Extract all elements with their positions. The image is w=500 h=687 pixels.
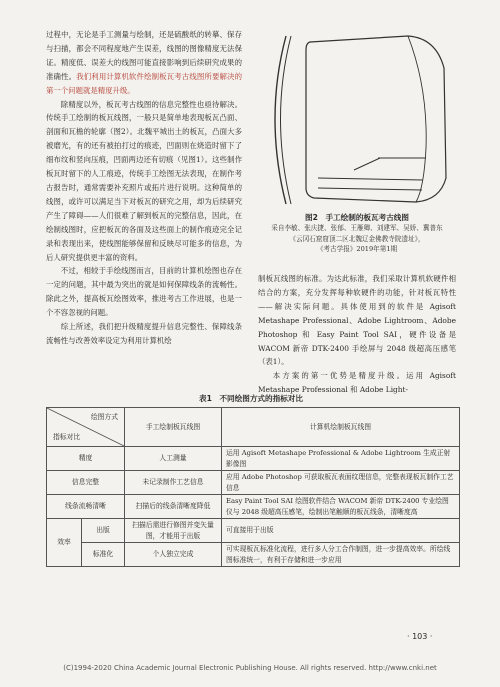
header-top-label: 绘图方式 — [90, 413, 118, 421]
right-text-column — [258, 272, 456, 397]
table-row — [47, 471, 460, 495]
table-row — [47, 495, 460, 519]
paragraph: 不过，相较于手绘线图而言，目前的计算机绘图也存在一定的问题，其中最为突出的就是如何保障线条的流畅性。除此之外，提高板瓦绘图效率，推进考古工作进展，也是一个不容忽视的问题。 — [46, 266, 242, 318]
cell-manual: 未记录制作工艺信息 — [125, 471, 222, 495]
table-row — [47, 543, 460, 567]
left-text-column — [46, 28, 242, 348]
figure-caption — [258, 212, 456, 255]
copyright-footer: (C)1994-2020 China Academic Journal Electronic Publishing House. All rights reserved. http://www.cnki.net — [63, 664, 437, 672]
cell-manual: 个人独立完成 — [125, 543, 222, 567]
efficiency-label: 效率 — [47, 519, 82, 567]
figure-source-line: 《云冈石窟窟顶二区北魏辽金佛教寺院遗址》， — [289, 234, 425, 243]
cell-computer: 运用 Agisoft Metashape Professional & Adobe Lightroom 生成正射影像图 — [222, 447, 460, 471]
cell-computer: 可直接用于出版 — [222, 519, 460, 543]
page-number: · 103 · — [407, 632, 433, 641]
row-label: 信息完整 — [47, 471, 125, 495]
paragraph: 制板瓦线图的标准。为达此标准，我们采取计算机软硬件相结合的方案，充分发挥每种软硬件的功能，针对板瓦特性——解决实际问题。具体使用到的软件是 Agisoft Metashape Professional、Adobe Lightroom、Adobe Photoshop 和 Easy Paint Tool SAI，硬件设备是 WACOM 新帝 DTK-2400 手绘屏与 2048 级超高压感笔（表1）。 — [258, 274, 456, 367]
row-sublabel: 标准化 — [82, 543, 125, 567]
cell-computer: 可实现板瓦标准化流程，进行多人分工合作制图，进一步提高效率。所绘线图标准统一，有利于存储和进一步应用 — [222, 543, 460, 567]
row-sublabel: 出版 — [82, 519, 125, 543]
cell-computer: 应用 Adobe Photoshop 可获取板瓦表面纹理信息，完整表现板瓦制作工艺信息 — [222, 471, 460, 495]
row-label: 线条流畅清晰 — [47, 495, 125, 519]
table-row — [47, 447, 460, 471]
cell-manual: 人工测量 — [125, 447, 222, 471]
comparison-table — [46, 407, 460, 567]
header-bottom-label: 指标对比 — [53, 432, 81, 441]
roof-tile-line-drawing — [258, 28, 458, 210]
table-title: 表1 不同绘图方式的指标对比 — [198, 394, 303, 403]
cell-manual: 扫描后的线条清晰度降低 — [125, 495, 222, 519]
figure-title: 图2 手工绘制的板瓦考古线图 — [304, 213, 409, 222]
figure-source-line: 《考古学报》2019年第1期 — [316, 245, 398, 253]
paragraph: 本方案的第一优势是精度升级。运用 Agisoft Metashape Professional 和 Adobe Light- — [258, 371, 456, 395]
diagonal-header-cell — [47, 408, 125, 447]
table-header-row — [47, 408, 460, 447]
cell-manual: 扫描后需进行修图并变矢量图，才能用于出版 — [125, 519, 222, 543]
highlighted-sentence: 我们利用计算机软件绘制板瓦考古线图所要解决的第一个问题就是精度升级。 — [46, 71, 242, 95]
column-header-computer: 计算机绘制板瓦线图 — [222, 408, 460, 447]
paragraph: 过程中，无论是手工测量与绘制，还是硫酸纸的转摹、保存与扫描，都会不同程度地产生误差，线图的图像精度无法保证。精度低、误差大的线图可能直接影响到后续研究成果的准确性。我们利用计算机软件绘制板瓦考古线图所要解决的第一个问题就是精度升级。 — [46, 30, 242, 95]
column-header-manual: 手工绘制板瓦线图 — [125, 408, 222, 447]
paragraph: 除精度以外，板瓦考古线图的信息完整性也亟待解决。传统手工绘制的板瓦线图，一般只是简单地表现板瓦凸面、剖面和瓦檐的轮廓（图2）。北魏平城出土的板瓦，凸面大多被磨光，有的还有被拍打过的痕迹，凹面则在烧造时留下了细布纹和竖向压痕，凹面两边还有切痕（见图1）。这些制作板瓦时留下的人工痕迹，传统手工绘图无法表现，在制作考古报告时，通常需要补充照片或拓片进行说明。这种简单的线图，或许可以满足当下对板瓦的研究之用，却为后续研究产生了障碍——人们很难了解到板瓦的完整信息，因此，在绘制线图时，应把板瓦的各面及这些面上的制作痕迹完全记录和表现出来，使线图能够保留和反映尽可能多的信息，为后人研究提供更丰富的资料。 — [46, 99, 242, 262]
table-row — [47, 519, 460, 543]
paragraph: 综上所述，我们把升级精度提升信息完整性、保障线条流畅性与改善效率设定为利用计算机绘 — [46, 322, 242, 345]
row-label: 精度 — [47, 447, 125, 471]
figure-source-line: 采自李敏、张庆捷、张郁、王雁卿、刘建军、吴娇、冀普东 — [271, 224, 443, 232]
cell-computer: Easy Paint Tool SAI 绘图软件结合 WACOM 新帝 DTK-2400 专业绘图仪与 2048 级超高压感笔，绘制出笔触顺的板瓦线条，清晰度高 — [222, 495, 460, 519]
